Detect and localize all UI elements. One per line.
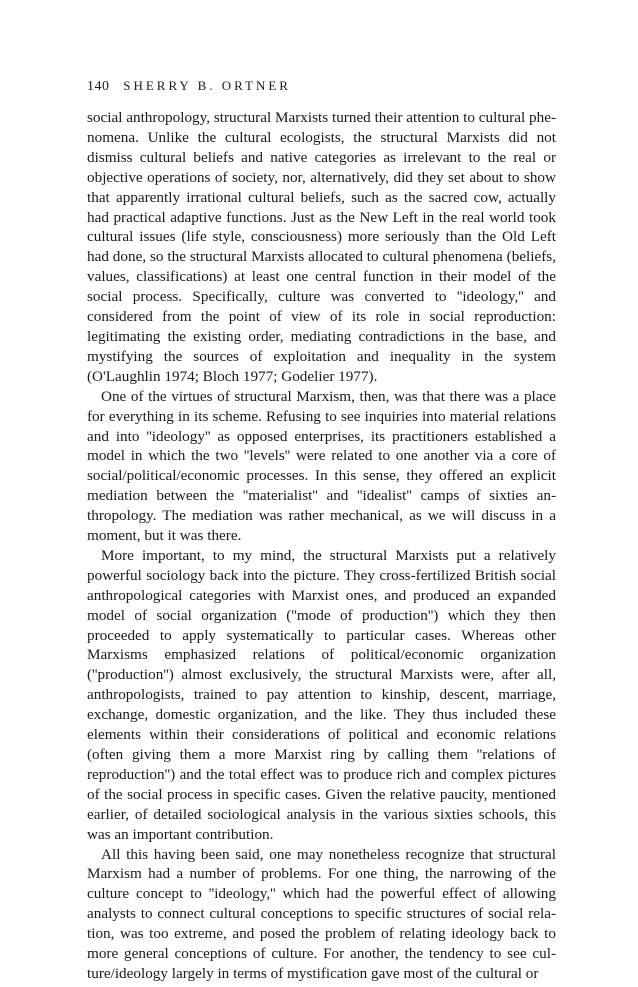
paragraph-continued: social anthropology, structural Marxists turned their attention to cultural phenomena. Unlike the cultural ecologists, the structural Marxists did not dismiss cultural beliefs and native categories as irrelevant to the real or objective operations of society, nor, alternatively, did they set about to show that apparently irrational cultural beliefs, such as the sacred cow, actually had practical adaptive functions. Just as the New Left in the real world took cultural issues (life style, consciousness) more seriously than the Old Left had done, so the structural Marxists allocated to cultural phenomena (beliefs, values, classifications) at least one central function in their model of the social process. Specifically, culture was converted to ''ideology,'' and considered from the point of view of its role in social reproduction: legitimating the existing order, mediating contradictions in the base, and mystifying the sources of exploitation and inequality in the system (O'Laughlin 1974; Bloch 1977; Godelier 1977).	[87, 109, 556, 385]
paragraph: More important, to my mind, the structural Marxists put a relatively powerful sociology back into the picture. They cross-fertilized British social anthropological categories with Marxist ones, and produced an expanded model of social organization (''mode of production'') which they then proceeded to apply systematically to particular cases. Whereas other Marxisms emphasized relations of political/economic organization (''production'') almost exclusively, the structural Marxists were, after all, anthropologists, trained to pay attention to kinship, descent, marriage, exchange, domestic organization, and the like. They thus included these elements within their considerations of political and economic relations (often giving them a more Marxist ring by calling them ''relations of reproduction'') and the total effect was to produce rich and complex pictures of the social process in specific cases. Given the relative paucity, mentioned earlier, of detailed sociological analysis in the various sixties schools, this was an important contribution.	[87, 546, 556, 843]
page-number: 140	[87, 79, 110, 94]
paragraph: One of the virtues of structural Marxism, then, was that there was a place for everything in its scheme. Refusing to see inquiries into material relations and into ''ideology'' as opposed enterprises, its practitioners established a model in which the two ''levels'' were related to one another via a core of social/political/economic processes. In this sense, they offered an explicit mediation between the ''materialist'' and ''idealist'' camps of sixties anthropology. The mediation was rather mechanical, as we will discuss in a moment, but it was there.	[87, 387, 556, 545]
body-text	[87, 108, 556, 984]
running-head	[87, 78, 291, 95]
running-head-author: SHERRY B. ORTNER	[123, 78, 291, 93]
paragraph: All this having been said, one may nonetheless recognize that structural Marxism had a number of problems. For one thing, the narrowing of the culture concept to ''ideology,'' which had the powerful effect of allowing analysts to connect cultural conceptions to specific structures of social relation, was too extreme, and posed the problem of relating ideology back to more general conceptions of culture. For another, the tendency to see culture/ideology largely in terms of mystification gave most of the cultural or	[87, 845, 556, 982]
